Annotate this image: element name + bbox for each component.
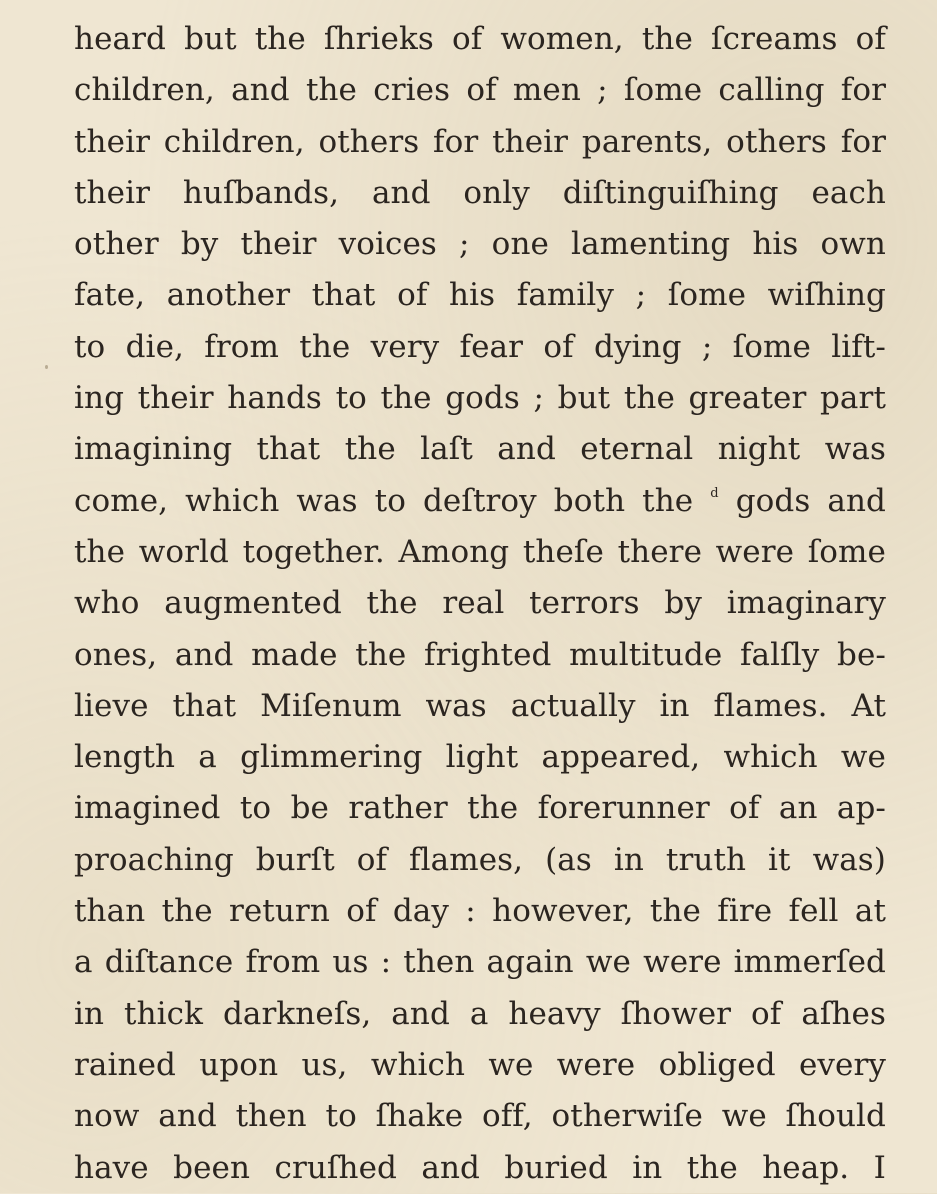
- text-line-17: proaching burſt of flames, (as in truth it was): [74, 841, 886, 878]
- text-line-21: rained upon us, which we were obliged every: [74, 1046, 886, 1083]
- text-line-1: heard but the ſhrieks of women, the ſcreams of: [74, 21, 886, 57]
- paper-speck: [45, 365, 48, 369]
- text-line-10-before: come, which was to deſtroy both the: [74, 482, 694, 519]
- text-line-20: in thick darkneſs, and a heavy ſhower of aſhes: [74, 995, 886, 1032]
- text-line-23: have been cruſhed and buried in the heap. I: [74, 1149, 886, 1186]
- text-line-10: [74, 476, 886, 527]
- text-line-12: who augmented the real terrors by imaginary: [74, 585, 886, 622]
- text-line-8: ing their hands to the gods ; but the greater part: [74, 380, 886, 417]
- text-line-4: their huſbands, and only diſtinguiſhing each: [74, 174, 886, 211]
- text-line-16: imagined to be rather the forerunner of an ap-: [74, 790, 886, 827]
- text-line-5: other by their voices ; one lamenting his own: [74, 226, 886, 263]
- text-line-15: length a glimmering light appeared, which we: [74, 739, 886, 776]
- body-text: [74, 14, 886, 1194]
- text-line-2: children, and the cries of men ; ſome calling for: [74, 72, 886, 109]
- text-line-22: now and then to ſhake off, otherwiſe we ſhould: [74, 1098, 886, 1135]
- text-line-11: the world together. Among theſe there were ſome: [74, 533, 886, 570]
- footnote-reference-mark: d: [710, 485, 719, 501]
- text-line-14: lieve that Miſenum was actually in flames. At: [74, 687, 886, 724]
- text-line-3: their children, others for their parents, others for: [74, 123, 886, 160]
- text-line-19: a diſtance from us : then again we were immerſed: [74, 944, 886, 981]
- text-line-10-after: gods and: [735, 482, 886, 519]
- text-line-18: than the return of day : however, the fire fell at: [74, 893, 886, 930]
- text-line-13: ones, and made the frighted multitude falſly be-: [74, 636, 886, 673]
- text-line-6: fate, another that of his family ; ſome wiſhing: [74, 277, 886, 314]
- text-line-9: imagining that the laſt and eternal night was: [74, 431, 886, 468]
- text-line-7: to die, from the very fear of dying ; ſome lift-: [74, 328, 886, 365]
